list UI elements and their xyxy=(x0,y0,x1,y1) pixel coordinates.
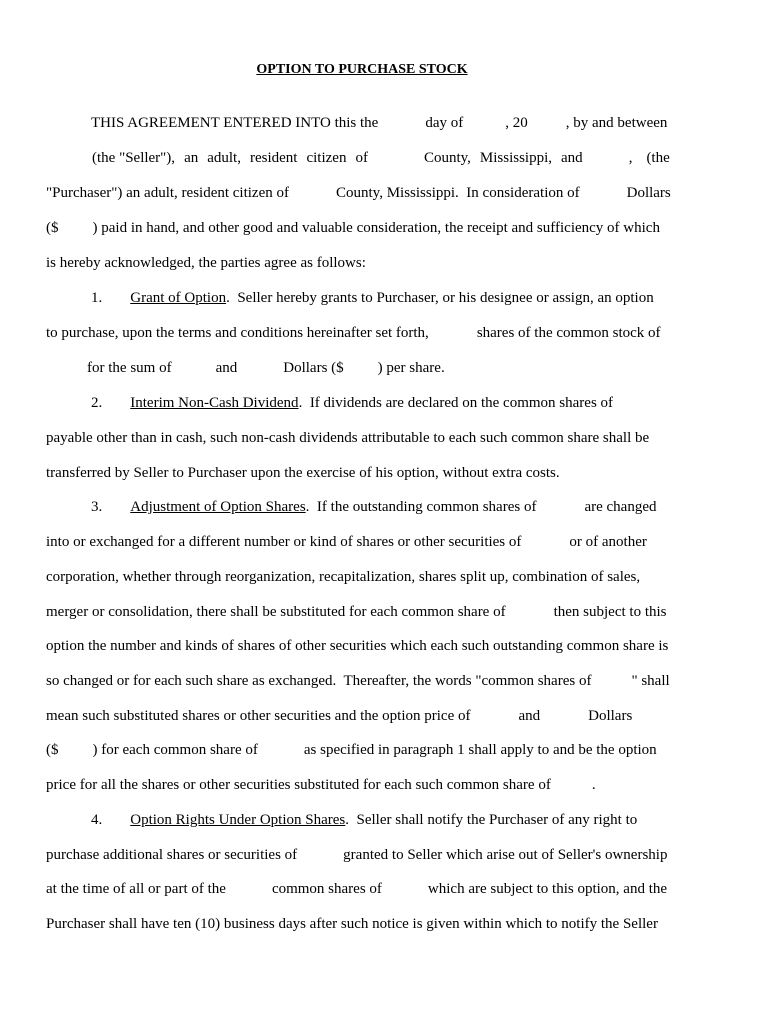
p1-line-2: to purchase, upon the terms and conditions hereinafter set forth, shares of the common stock of xyxy=(46,325,661,341)
p3-line-6: so changed or for each such share as exchanged. Thereafter, the words "common shares of " shall xyxy=(46,673,670,689)
p3-heading: Adjustment of Option Shares xyxy=(130,499,306,515)
intro-line-3: "Purchaser") an adult, resident citizen of County, Mississippi. In consideration of Dollars xyxy=(46,185,671,201)
p1-line-1: 1. Grant of Option . Seller hereby grants to Purchaser, or his designee or assign, an option xyxy=(91,290,654,306)
p3-line-4: merger or consolidation, there shall be substituted for each common share of then subject to this xyxy=(46,604,667,620)
p1-heading: Grant of Option xyxy=(130,290,227,306)
p2-line-2: payable other than in cash, such non-cash dividends attributable to each such common share shall be xyxy=(46,430,650,446)
intro-line-5: is hereby acknowledged, the parties agree as follows: xyxy=(46,255,366,271)
p4-number: 4. xyxy=(91,812,103,828)
document-title: OPTION TO PURCHASE STOCK xyxy=(256,62,468,77)
p4-line-2: purchase additional shares or securities of granted to Seller which arise out of Seller's ownership xyxy=(46,847,668,863)
p2-heading: Interim Non-Cash Dividend xyxy=(130,395,299,411)
p4-heading: Option Rights Under Option Shares xyxy=(130,812,346,828)
p3-line-5: option the number and kinds of shares of other securities which each such outstanding common share is xyxy=(46,638,669,654)
p1-number: 1. xyxy=(91,290,103,306)
intro-line-2: (the "Seller"), an adult, resident citizen of County, Mississippi, and , (the xyxy=(92,150,670,166)
p4-line-3: at the time of all or part of the common shares of which are subject to this option, and the xyxy=(46,881,668,897)
p3-line-8: ($ ) for each common share of as specified in paragraph 1 shall apply to and be the option xyxy=(46,742,657,758)
p3-line-9: price for all the shares or other securities substituted for each such common share of . xyxy=(46,777,596,793)
p1-line-3: for the sum of and Dollars ($ ) per share. xyxy=(87,360,445,376)
p3-line-3: corporation, whether through reorganization, recapitalization, shares split up, combination of sales, xyxy=(46,569,641,585)
intro-line-1: THIS AGREEMENT ENTERED INTO this the day of , 20 , by and between xyxy=(91,115,668,131)
intro-line-4: ($ ) paid in hand, and other good and valuable consideration, the receipt and sufficiency of which xyxy=(46,220,660,236)
p2-number: 2. xyxy=(91,395,103,411)
p3-number: 3. xyxy=(91,499,103,515)
p2-line-1: 2. Interim Non-Cash Dividend . If dividends are declared on the common shares of xyxy=(91,395,614,411)
p2-line-3: transferred by Seller to Purchaser upon the exercise of his option, without extra costs. xyxy=(46,465,560,481)
p3-line-1: 3. Adjustment of Option Shares . If the outstanding common shares of are changed xyxy=(91,499,657,515)
p4-line-4: Purchaser shall have ten (10) business days after such notice is given within which to notify the Seller xyxy=(46,916,658,932)
p3-line-2: into or exchanged for a different number or kind of shares or other securities of or of another xyxy=(46,534,647,550)
p3-line-7: mean such substituted shares or other securities and the option price of and Dollars xyxy=(46,708,633,724)
p4-line-1: 4. Option Rights Under Option Shares . Seller shall notify the Purchaser of any right to xyxy=(91,812,638,828)
